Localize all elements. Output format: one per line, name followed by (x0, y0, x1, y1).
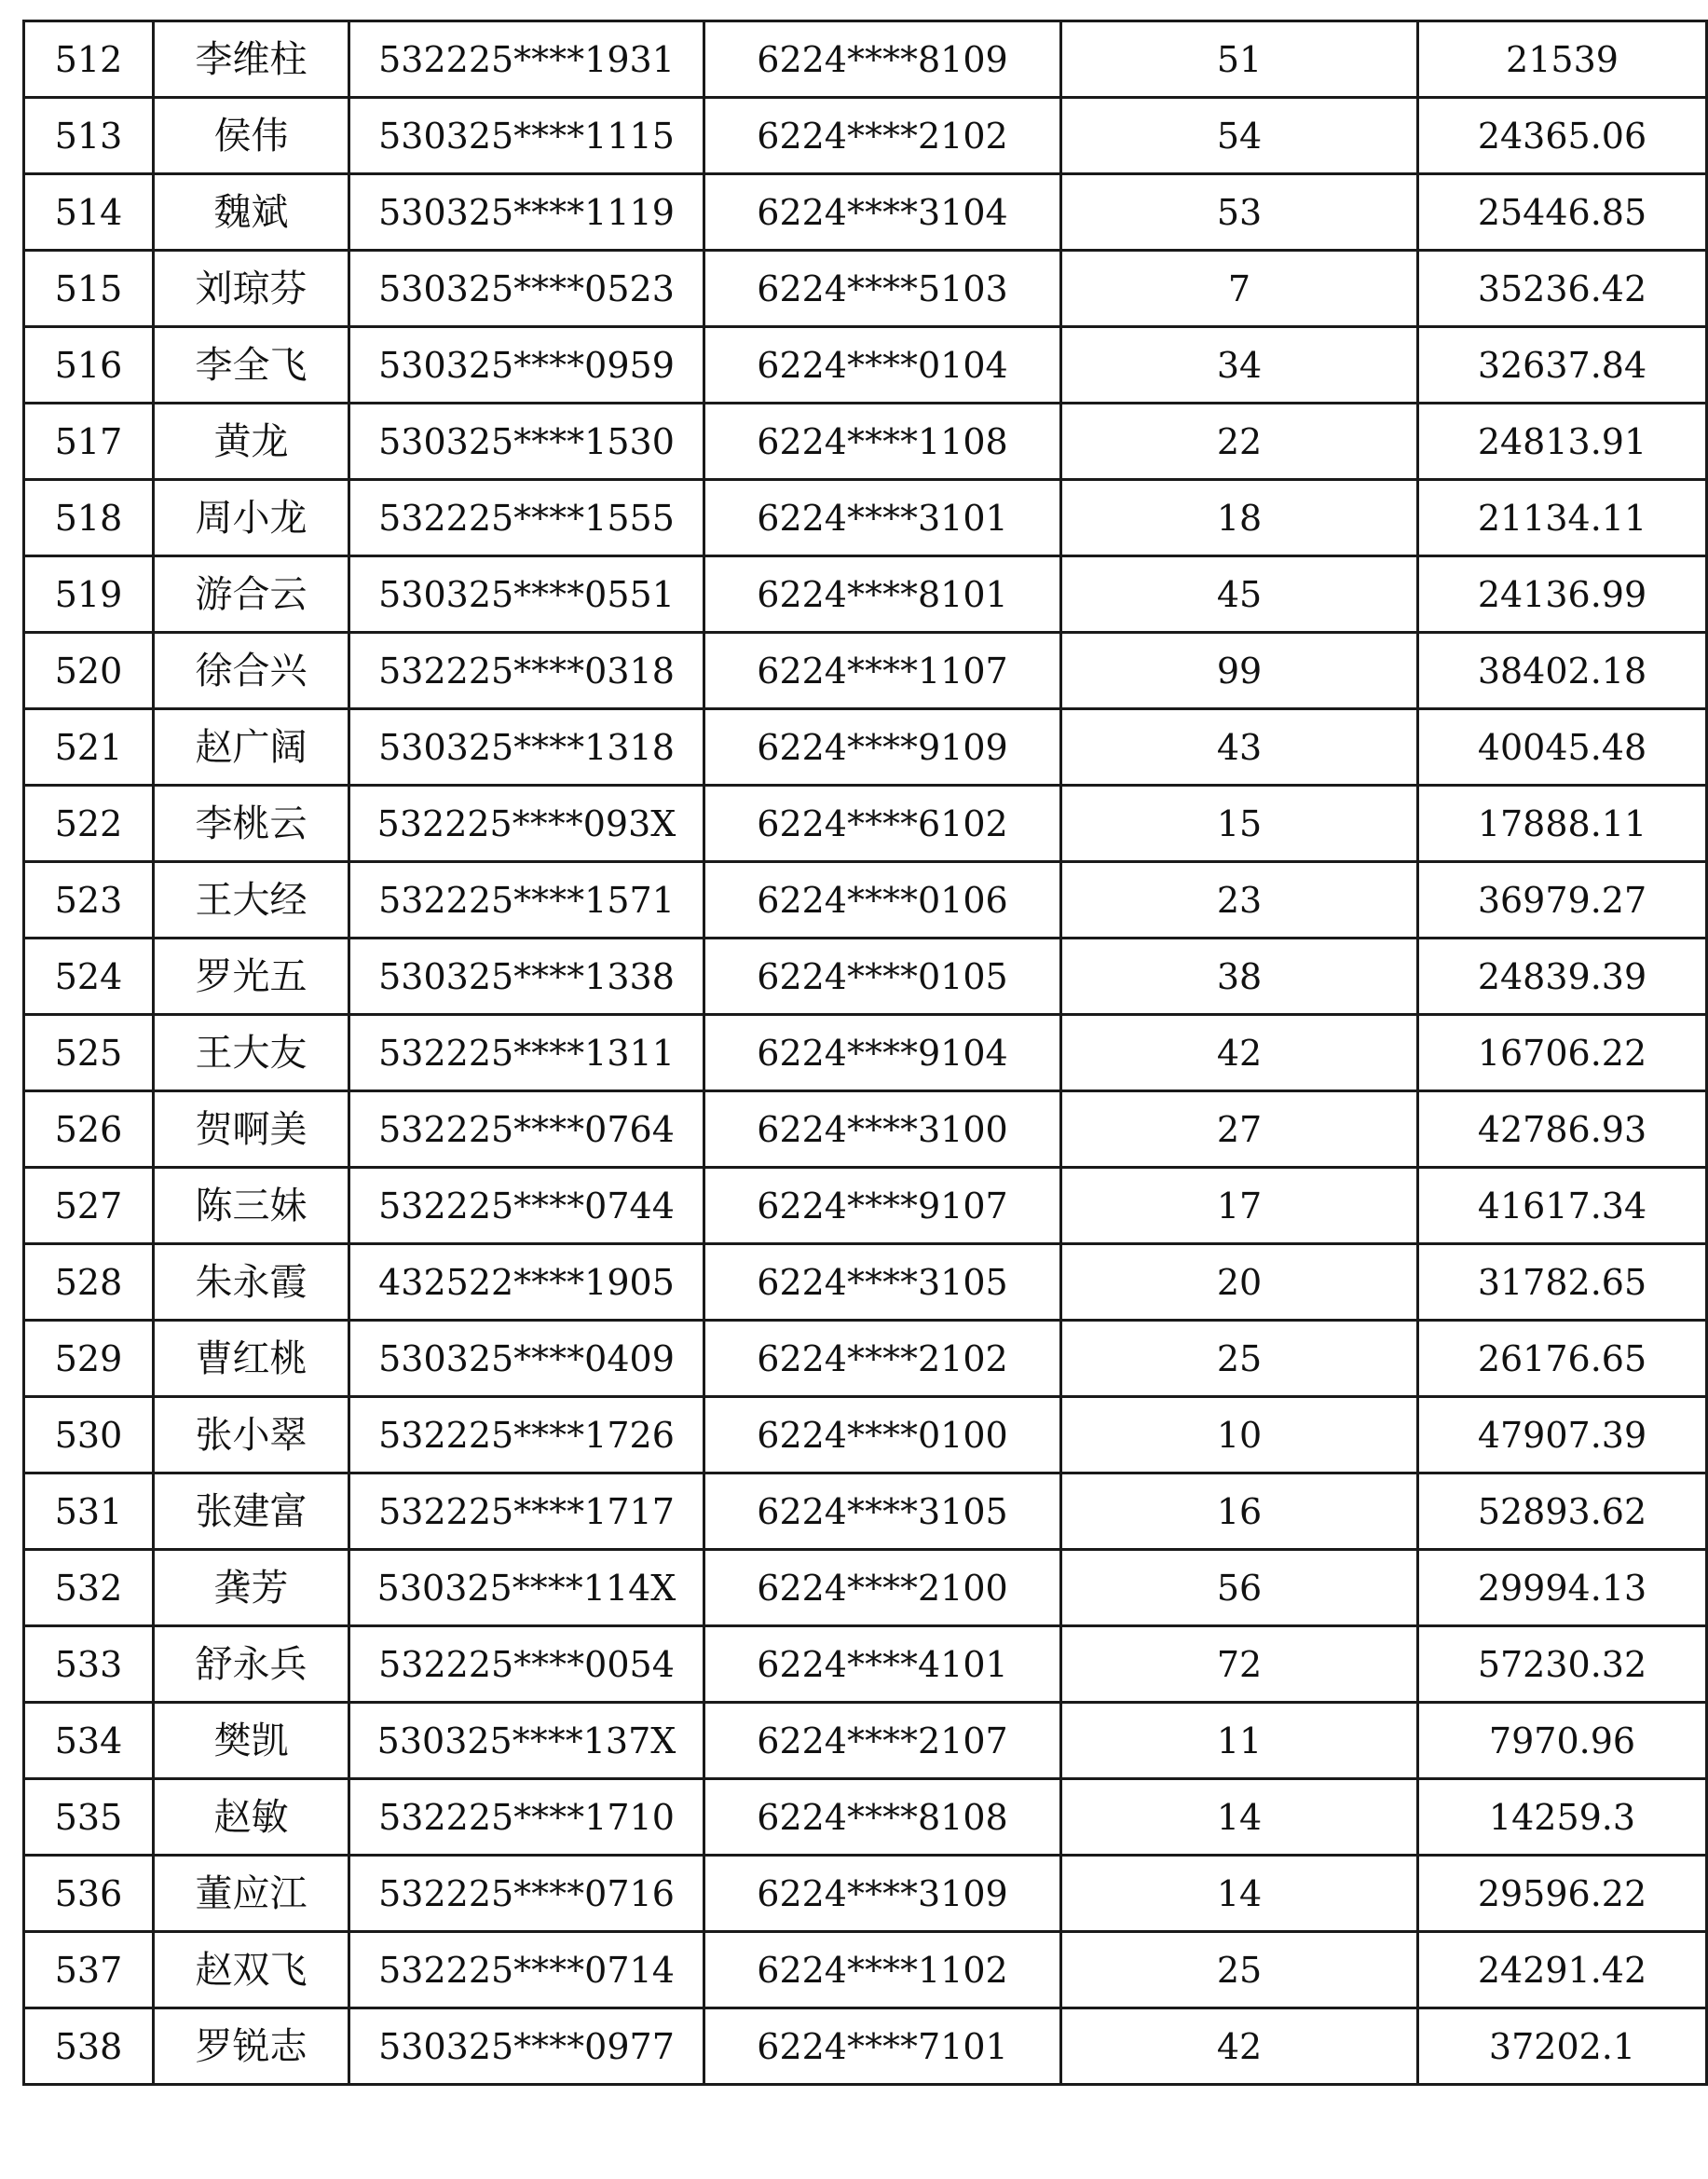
seq-cell: 515 (24, 251, 154, 327)
amount-cell: 26176.65 (1418, 1321, 1707, 1397)
amount-cell: 38402.18 (1418, 633, 1707, 709)
seq-cell: 517 (24, 404, 154, 480)
card-number-cell: 6224****4101 (704, 1626, 1061, 1703)
id-number-cell: 432522****1905 (349, 1244, 704, 1321)
count-cell: 42 (1061, 2008, 1418, 2085)
table-row (24, 633, 1707, 709)
table-row (24, 21, 1707, 98)
name-cell: 李全飞 (154, 327, 349, 404)
count-cell: 17 (1061, 1168, 1418, 1244)
table-row (24, 1779, 1707, 1856)
id-number-cell: 530325****1338 (349, 939, 704, 1015)
name-cell: 龚芳 (154, 1550, 349, 1626)
amount-cell: 21539 (1418, 21, 1707, 98)
name-cell: 黄龙 (154, 404, 349, 480)
count-cell: 99 (1061, 633, 1418, 709)
amount-cell: 25446.85 (1418, 174, 1707, 251)
seq-cell: 524 (24, 939, 154, 1015)
amount-cell: 31782.65 (1418, 1244, 1707, 1321)
seq-cell: 533 (24, 1626, 154, 1703)
amount-cell: 57230.32 (1418, 1626, 1707, 1703)
seq-cell: 512 (24, 21, 154, 98)
table-row (24, 1015, 1707, 1091)
seq-cell: 527 (24, 1168, 154, 1244)
id-number-cell: 532225****1555 (349, 480, 704, 556)
card-number-cell: 6224****7101 (704, 2008, 1061, 2085)
id-number-cell: 532225****0764 (349, 1091, 704, 1168)
amount-cell: 21134.11 (1418, 480, 1707, 556)
name-cell: 侯伟 (154, 98, 349, 174)
id-number-cell: 530325****1318 (349, 709, 704, 786)
table-row (24, 480, 1707, 556)
count-cell: 53 (1061, 174, 1418, 251)
name-cell: 舒永兵 (154, 1626, 349, 1703)
name-cell: 樊凯 (154, 1703, 349, 1779)
table-row (24, 1473, 1707, 1550)
amount-cell: 52893.62 (1418, 1473, 1707, 1550)
count-cell: 43 (1061, 709, 1418, 786)
table-row (24, 1550, 1707, 1626)
name-cell: 王大经 (154, 862, 349, 939)
count-cell: 16 (1061, 1473, 1418, 1550)
card-number-cell: 6224****8109 (704, 21, 1061, 98)
count-cell: 25 (1061, 1321, 1418, 1397)
seq-cell: 534 (24, 1703, 154, 1779)
id-number-cell: 530325****1530 (349, 404, 704, 480)
count-cell: 7 (1061, 251, 1418, 327)
amount-cell: 14259.3 (1418, 1779, 1707, 1856)
count-cell: 34 (1061, 327, 1418, 404)
card-number-cell: 6224****0105 (704, 939, 1061, 1015)
seq-cell: 538 (24, 2008, 154, 2085)
amount-cell: 41617.34 (1418, 1168, 1707, 1244)
count-cell: 38 (1061, 939, 1418, 1015)
name-cell: 徐合兴 (154, 633, 349, 709)
table-row (24, 404, 1707, 480)
count-cell: 20 (1061, 1244, 1418, 1321)
table-row (24, 1932, 1707, 2008)
seq-cell: 537 (24, 1932, 154, 2008)
seq-cell: 525 (24, 1015, 154, 1091)
seq-cell: 513 (24, 98, 154, 174)
id-number-cell: 530325****1119 (349, 174, 704, 251)
id-number-cell: 530325****0523 (349, 251, 704, 327)
count-cell: 54 (1061, 98, 1418, 174)
amount-cell: 24291.42 (1418, 1932, 1707, 2008)
id-number-cell: 530325****0551 (349, 556, 704, 633)
id-number-cell: 532225****0716 (349, 1856, 704, 1932)
table-row (24, 709, 1707, 786)
name-cell: 罗锐志 (154, 2008, 349, 2085)
id-number-cell: 532225****1717 (349, 1473, 704, 1550)
table-row (24, 1626, 1707, 1703)
amount-cell: 7970.96 (1418, 1703, 1707, 1779)
card-number-cell: 6224****5103 (704, 251, 1061, 327)
name-cell: 曹红桃 (154, 1321, 349, 1397)
card-number-cell: 6224****2100 (704, 1550, 1061, 1626)
count-cell: 51 (1061, 21, 1418, 98)
count-cell: 27 (1061, 1091, 1418, 1168)
id-number-cell: 532225****1726 (349, 1397, 704, 1473)
name-cell: 张小翠 (154, 1397, 349, 1473)
card-number-cell: 6224****3105 (704, 1473, 1061, 1550)
table-row (24, 1397, 1707, 1473)
card-number-cell: 6224****8101 (704, 556, 1061, 633)
card-number-cell: 6224****3101 (704, 480, 1061, 556)
name-cell: 陈三妹 (154, 1168, 349, 1244)
id-number-cell: 532225****093X (349, 786, 704, 862)
name-cell: 王大友 (154, 1015, 349, 1091)
seq-cell: 523 (24, 862, 154, 939)
amount-cell: 37202.1 (1418, 2008, 1707, 2085)
name-cell: 魏斌 (154, 174, 349, 251)
table-row (24, 174, 1707, 251)
name-cell: 罗光五 (154, 939, 349, 1015)
card-number-cell: 6224****9104 (704, 1015, 1061, 1091)
amount-cell: 24839.39 (1418, 939, 1707, 1015)
amount-cell: 36979.27 (1418, 862, 1707, 939)
seq-cell: 522 (24, 786, 154, 862)
amount-cell: 17888.11 (1418, 786, 1707, 862)
count-cell: 42 (1061, 1015, 1418, 1091)
id-number-cell: 530325****0977 (349, 2008, 704, 2085)
name-cell: 张建富 (154, 1473, 349, 1550)
count-cell: 72 (1061, 1626, 1418, 1703)
count-cell: 14 (1061, 1779, 1418, 1856)
id-number-cell: 530325****137X (349, 1703, 704, 1779)
table-row (24, 862, 1707, 939)
card-number-cell: 6224****2102 (704, 98, 1061, 174)
card-number-cell: 6224****3100 (704, 1091, 1061, 1168)
card-number-cell: 6224****0100 (704, 1397, 1061, 1473)
name-cell: 赵敏 (154, 1779, 349, 1856)
card-number-cell: 6224****2102 (704, 1321, 1061, 1397)
table-row (24, 1168, 1707, 1244)
card-number-cell: 6224****3109 (704, 1856, 1061, 1932)
count-cell: 11 (1061, 1703, 1418, 1779)
seq-cell: 532 (24, 1550, 154, 1626)
id-number-cell: 532225****1931 (349, 21, 704, 98)
seq-cell: 531 (24, 1473, 154, 1550)
seq-cell: 514 (24, 174, 154, 251)
table-row (24, 2008, 1707, 2085)
card-number-cell: 6224****3105 (704, 1244, 1061, 1321)
id-number-cell: 532225****0318 (349, 633, 704, 709)
id-number-cell: 532225****1571 (349, 862, 704, 939)
name-cell: 赵双飞 (154, 1932, 349, 2008)
count-cell: 45 (1061, 556, 1418, 633)
id-number-cell: 532225****0054 (349, 1626, 704, 1703)
table-row (24, 1244, 1707, 1321)
table-row (24, 98, 1707, 174)
name-cell: 赵广阔 (154, 709, 349, 786)
seq-cell: 530 (24, 1397, 154, 1473)
card-number-cell: 6224****8108 (704, 1779, 1061, 1856)
amount-cell: 47907.39 (1418, 1397, 1707, 1473)
card-number-cell: 6224****1102 (704, 1932, 1061, 2008)
amount-cell: 42786.93 (1418, 1091, 1707, 1168)
amount-cell: 24136.99 (1418, 556, 1707, 633)
count-cell: 10 (1061, 1397, 1418, 1473)
table-row (24, 327, 1707, 404)
seq-cell: 520 (24, 633, 154, 709)
seq-cell: 528 (24, 1244, 154, 1321)
id-number-cell: 530325****114X (349, 1550, 704, 1626)
card-number-cell: 6224****9109 (704, 709, 1061, 786)
id-number-cell: 532225****1710 (349, 1779, 704, 1856)
amount-cell: 24813.91 (1418, 404, 1707, 480)
count-cell: 14 (1061, 1856, 1418, 1932)
table-row (24, 939, 1707, 1015)
card-number-cell: 6224****3104 (704, 174, 1061, 251)
table-body (24, 21, 1707, 2085)
table-row (24, 556, 1707, 633)
card-number-cell: 6224****1108 (704, 404, 1061, 480)
seq-cell: 535 (24, 1779, 154, 1856)
data-table (22, 20, 1708, 2086)
count-cell: 18 (1061, 480, 1418, 556)
count-cell: 15 (1061, 786, 1418, 862)
table-row (24, 1091, 1707, 1168)
seq-cell: 536 (24, 1856, 154, 1932)
count-cell: 23 (1061, 862, 1418, 939)
seq-cell: 529 (24, 1321, 154, 1397)
name-cell: 李维柱 (154, 21, 349, 98)
id-number-cell: 532225****0714 (349, 1932, 704, 2008)
card-number-cell: 6224****6102 (704, 786, 1061, 862)
id-number-cell: 530325****0409 (349, 1321, 704, 1397)
table-row (24, 1321, 1707, 1397)
table-row (24, 1703, 1707, 1779)
count-cell: 56 (1061, 1550, 1418, 1626)
table-row (24, 1856, 1707, 1932)
name-cell: 刘琼芬 (154, 251, 349, 327)
amount-cell: 32637.84 (1418, 327, 1707, 404)
amount-cell: 29596.22 (1418, 1856, 1707, 1932)
name-cell: 朱永霞 (154, 1244, 349, 1321)
seq-cell: 519 (24, 556, 154, 633)
table-row (24, 251, 1707, 327)
seq-cell: 518 (24, 480, 154, 556)
seq-cell: 526 (24, 1091, 154, 1168)
amount-cell: 35236.42 (1418, 251, 1707, 327)
count-cell: 22 (1061, 404, 1418, 480)
seq-cell: 521 (24, 709, 154, 786)
seq-cell: 516 (24, 327, 154, 404)
name-cell: 游合云 (154, 556, 349, 633)
amount-cell: 16706.22 (1418, 1015, 1707, 1091)
id-number-cell: 532225****1311 (349, 1015, 704, 1091)
count-cell: 25 (1061, 1932, 1418, 2008)
name-cell: 李桃云 (154, 786, 349, 862)
id-number-cell: 530325****0959 (349, 327, 704, 404)
amount-cell: 40045.48 (1418, 709, 1707, 786)
card-number-cell: 6224****2107 (704, 1703, 1061, 1779)
card-number-cell: 6224****0104 (704, 327, 1061, 404)
card-number-cell: 6224****1107 (704, 633, 1061, 709)
name-cell: 贺啊美 (154, 1091, 349, 1168)
id-number-cell: 532225****0744 (349, 1168, 704, 1244)
id-number-cell: 530325****1115 (349, 98, 704, 174)
table-row (24, 786, 1707, 862)
amount-cell: 24365.06 (1418, 98, 1707, 174)
card-number-cell: 6224****9107 (704, 1168, 1061, 1244)
name-cell: 董应江 (154, 1856, 349, 1932)
amount-cell: 29994.13 (1418, 1550, 1707, 1626)
card-number-cell: 6224****0106 (704, 862, 1061, 939)
name-cell: 周小龙 (154, 480, 349, 556)
